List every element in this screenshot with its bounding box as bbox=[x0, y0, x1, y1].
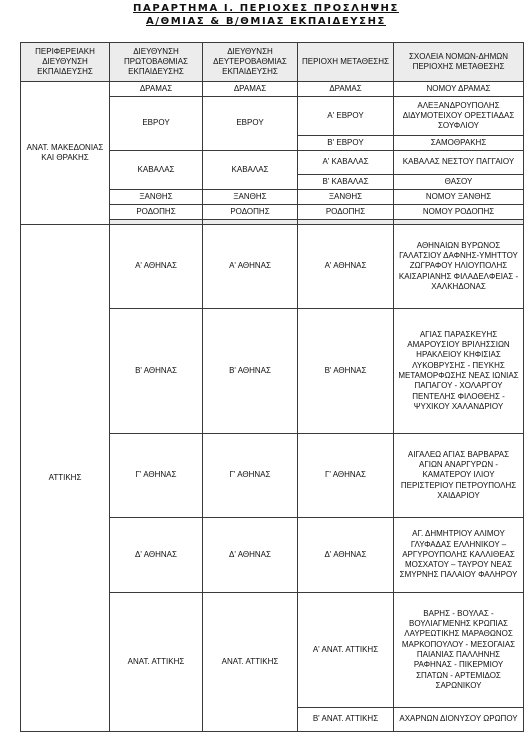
schools-cell: ΑΓ. ΔΗΜΗΤΡΙΟΥ ΑΛΙΜΟΥ ΓΛΥΦΑΔΑΣ ΕΛΛΗΝΙΚΟΥ – ΑΡΓΥΡΟΥΠΟΛΗΣ ΚΑΛΛΙΘΕΑΣ ΜΟΣΧΑΤΟΥ – ΤΑΥΡΟΥ ΝΕΑΣ ΣΜΥΡΝΗΣ ΠΑΛΑΙΟΥ ΦΑΛΗΡΟΥ bbox=[394, 518, 524, 593]
document-title bbox=[0, 2, 532, 28]
table-row bbox=[21, 225, 524, 309]
secondary-cell: ΡΟΔΟΠΗΣ bbox=[203, 205, 298, 220]
schools-cell: ΑΛΕΞΑΝΔΡΟΥΠΟΛΗΣ ΔΙΔΥΜΟΤΕΙΧΟΥ ΟΡΕΣΤΙΑΔΑΣ ΣΟΥΦΛΙΟΥ bbox=[394, 97, 524, 136]
area-cell: Β' ΑΝΑΤ. ΑΤΤΙΚΗΣ bbox=[298, 708, 394, 732]
title-line-2: Α/ΘΜΙΑΣ & Β/ΘΜΙΑΣ ΕΚΠΑΙΔΕΥΣΗΣ bbox=[146, 16, 386, 27]
primary-cell: Γ' ΑΘΗΝΑΣ bbox=[110, 434, 203, 518]
schools-cell: ΑΧΑΡΝΩΝ ΔΙΟΝΥΣΟΥ ΩΡΩΠΟΥ bbox=[394, 708, 524, 732]
area-cell: ΔΡΑΜΑΣ bbox=[298, 82, 394, 97]
title-line-1: ΠΑΡΑΡΤΗΜΑ Ι. ΠΕΡΙΟΧΕΣ ΠΡΟΣΛΗΨΗΣ bbox=[133, 3, 399, 14]
schools-cell: ΒΑΡΗΣ - ΒΟΥΛΑΣ - ΒΟΥΛΙΑΓΜΕΝΗΣ ΚΡΩΠΙΑΣ ΛΑΥΡΕΩΤΙΚΗΣ ΜΑΡΑΘΩΝΟΣ ΜΑΡΚΟΠΟΥΛΟΥ - ΜΕΣΟΓΑΙΑΣ ΠΑΙΑΝΙΑΣ ΠΑΛΛΗΝΗΣ ΡΑΦΗΝΑΣ - ΠΙΚΕΡΜΙΟΥ ΣΠΑΤΩΝ - ΑΡΤΕΜΙΔΟΣ ΣΑΡΩΝΙΚΟΥ bbox=[394, 593, 524, 708]
schools-cell: ΚΑΒΑΛΑΣ ΝΕΣΤΟΥ ΠΑΓΓΑΙΟΥ bbox=[394, 151, 524, 175]
secondary-cell: ΔΡΑΜΑΣ bbox=[203, 82, 298, 97]
primary-cell: Δ' ΑΘΗΝΑΣ bbox=[110, 518, 203, 593]
schools-cell: ΝΟΜΟΥ ΔΡΑΜΑΣ bbox=[394, 82, 524, 97]
primary-cell: ΑΝΑΤ. ΑΤΤΙΚΗΣ bbox=[110, 593, 203, 732]
header-transfer-area: ΠΕΡΙΟΧΗ ΜΕΤΑΘΕΣΗΣ bbox=[298, 43, 394, 82]
primary-cell: ΞΑΝΘΗΣ bbox=[110, 190, 203, 205]
allocation-table bbox=[20, 42, 524, 732]
primary-cell: ΚΑΒΑΛΑΣ bbox=[110, 151, 203, 190]
region-cell: ΑΤΤΙΚΗΣ bbox=[21, 225, 110, 732]
area-cell: Γ' ΑΘΗΝΑΣ bbox=[298, 434, 394, 518]
primary-cell: ΔΡΑΜΑΣ bbox=[110, 82, 203, 97]
header-secondary-directorate: ΔΙΕΥΘΥΝΣΗ ΔΕΥΤΕΡΟΒΑΘΜΙΑΣ ΕΚΠΑΙΔΕΥΣΗΣ bbox=[203, 43, 298, 82]
area-cell: Α' ΑΘΗΝΑΣ bbox=[298, 225, 394, 309]
schools-cell: ΑΙΓΑΛΕΩ ΑΓΙΑΣ ΒΑΡΒΑΡΑΣ ΑΓΙΩΝ ΑΝΑΡΓΥΡΩΝ - ΚΑΜΑΤΕΡΟΥ ΙΛΙΟΥ ΠΕΡΙΣΤΕΡΙΟΥ ΠΕΤΡΟΥΠΟΛΗΣ ΧΑΙΔΑΡΙΟΥ bbox=[394, 434, 524, 518]
area-cell: Α' ΕΒΡΟΥ bbox=[298, 97, 394, 136]
schools-cell: ΑΘΗΝΑΙΩΝ ΒΥΡΩΝΟΣ ΓΑΛΑΤΣΙΟΥ ΔΑΦΝΗΣ-ΥΜΗΤΤΟΥ ΖΩΓΡΑΦΟΥ ΗΛΙΟΥΠΟΛΗΣ ΚΑΙΣΑΡΙΑΝΗΣ ΦΙΛΑΔΕΛΦΕΙΑΣ - ΧΑΛΚΗΔΟΝΑΣ bbox=[394, 225, 524, 309]
schools-cell: ΑΓΙΑΣ ΠΑΡΑΣΚΕΥΗΣ ΑΜΑΡΟΥΣΙΟΥ ΒΡΙΛΗΣΣΙΩΝ ΗΡΑΚΛΕΙΟΥ ΚΗΦΙΣΙΑΣ ΛΥΚΟΒΡΥΣΗΣ - ΠΕΥΚΗΣ ΜΕΤΑΜΟΡΦΩΣΗΣ ΝΕΑΣ ΙΩΝΙΑΣ ΠΑΠΑΓΟΥ - ΧΟΛΑΡΓΟΥ ΠΕΝΤΕΛΗΣ ΦΙΛΟΘΕΗΣ - ΨΥΧΙΚΟΥ ΧΑΛΑΝΔΡΙΟΥ bbox=[394, 309, 524, 434]
area-cell: ΡΟΔΟΠΗΣ bbox=[298, 205, 394, 220]
schools-cell: ΘΑΣΟΥ bbox=[394, 175, 524, 190]
secondary-cell: Β' ΑΘΗΝΑΣ bbox=[203, 309, 298, 434]
table-row bbox=[21, 82, 524, 97]
secondary-cell: ΕΒΡΟΥ bbox=[203, 97, 298, 151]
table-header-row bbox=[21, 43, 524, 82]
area-cell: ΞΑΝΘΗΣ bbox=[298, 190, 394, 205]
secondary-cell: ΞΑΝΘΗΣ bbox=[203, 190, 298, 205]
area-cell: Β' ΕΒΡΟΥ bbox=[298, 136, 394, 151]
area-cell: Α' ΑΝΑΤ. ΑΤΤΙΚΗΣ bbox=[298, 593, 394, 708]
primary-cell: ΕΒΡΟΥ bbox=[110, 97, 203, 151]
header-schools: ΣΧΟΛΕΙΑ ΝΟΜΩΝ-ΔΗΜΩΝ ΠΕΡΙΟΧΗΣ ΜΕΤΑΘΕΣΗΣ bbox=[394, 43, 524, 82]
header-regional-directorate: ΠΕΡΙΦΕΡΕΙΑΚΗ ΔΙΕΥΘΥΝΣΗ ΕΚΠΑΙΔΕΥΣΗΣ bbox=[21, 43, 110, 82]
schools-cell: ΝΟΜΟΥ ΡΟΔΟΠΗΣ bbox=[394, 205, 524, 220]
secondary-cell: ΚΑΒΑΛΑΣ bbox=[203, 151, 298, 190]
region-cell: ΑΝΑΤ. ΜΑΚΕΔΟΝΙΑΣ ΚΑΙ ΘΡΑΚΗΣ bbox=[21, 82, 110, 225]
area-cell: Α' ΚΑΒΑΛΑΣ bbox=[298, 151, 394, 175]
secondary-cell: Γ' ΑΘΗΝΑΣ bbox=[203, 434, 298, 518]
secondary-cell: Α' ΑΘΗΝΑΣ bbox=[203, 225, 298, 309]
area-cell: Β' ΚΑΒΑΛΑΣ bbox=[298, 175, 394, 190]
schools-cell: ΣΑΜΟΘΡΑΚΗΣ bbox=[394, 136, 524, 151]
secondary-cell: Δ' ΑΘΗΝΑΣ bbox=[203, 518, 298, 593]
primary-cell: Β' ΑΘΗΝΑΣ bbox=[110, 309, 203, 434]
secondary-cell: ΑΝΑΤ. ΑΤΤΙΚΗΣ bbox=[203, 593, 298, 732]
header-primary-directorate: ΔΙΕΥΘΥΝΣΗ ΠΡΩΤΟΒΑΘΜΙΑΣ ΕΚΠΑΙΔΕΥΣΗΣ bbox=[110, 43, 203, 82]
area-cell: Δ' ΑΘΗΝΑΣ bbox=[298, 518, 394, 593]
schools-cell: ΝΟΜΟΥ ΞΑΝΘΗΣ bbox=[394, 190, 524, 205]
area-cell: Β' ΑΘΗΝΑΣ bbox=[298, 309, 394, 434]
primary-cell: ΡΟΔΟΠΗΣ bbox=[110, 205, 203, 220]
primary-cell: Α' ΑΘΗΝΑΣ bbox=[110, 225, 203, 309]
